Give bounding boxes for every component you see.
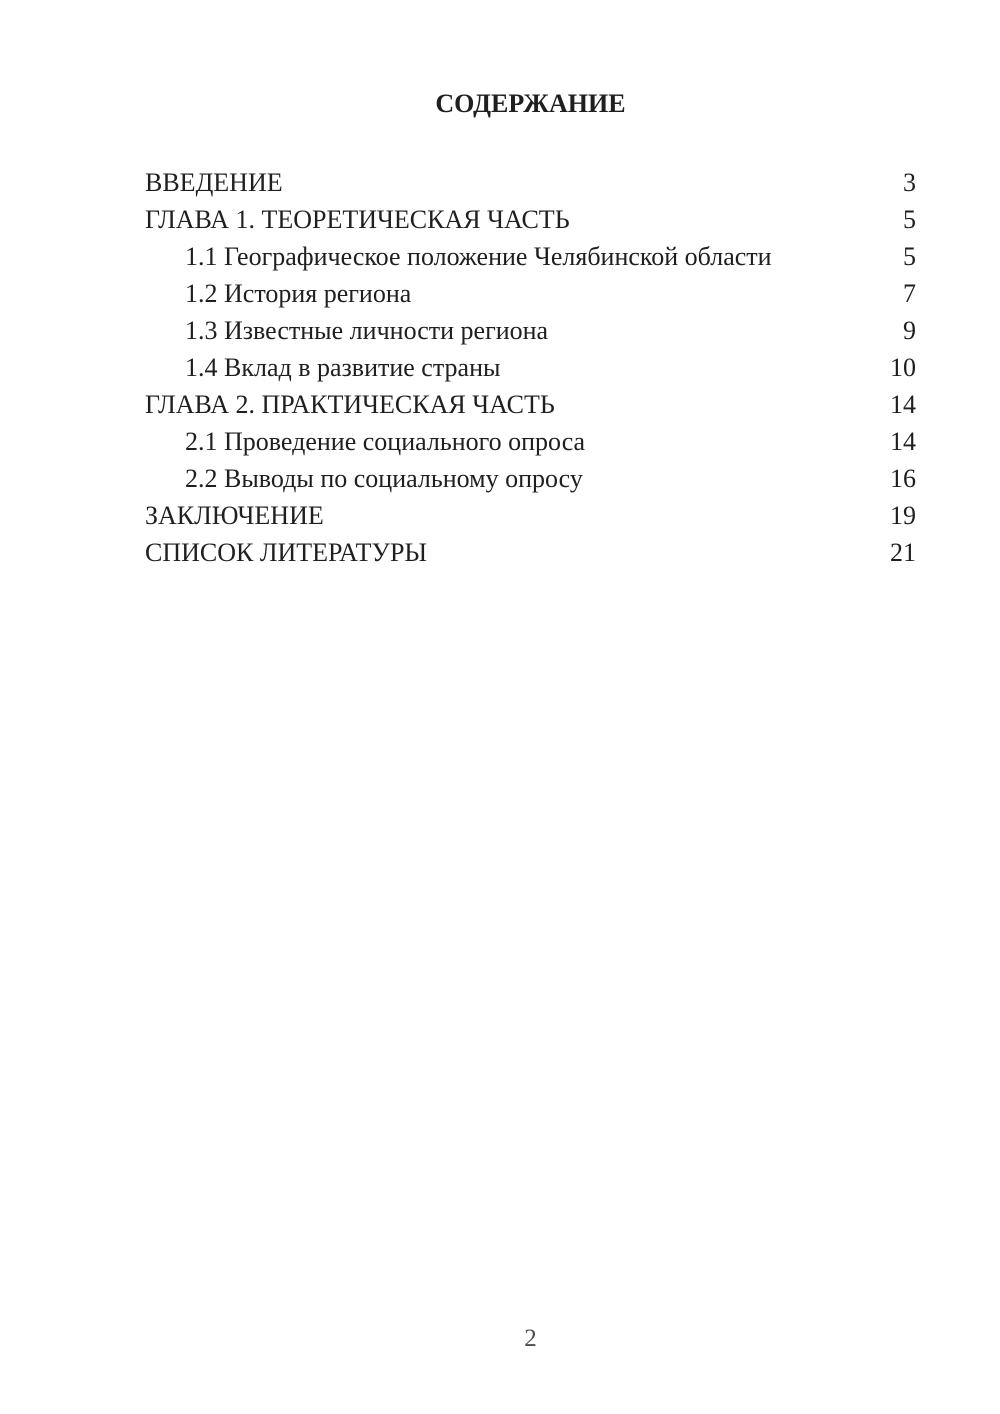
toc-entry-label: СПИСОК ЛИТЕРАТУРЫ	[145, 538, 428, 567]
toc-entry-label: 1.1 Географическое положение Челябинской области	[185, 242, 772, 271]
toc-row	[145, 275, 916, 312]
toc-row	[145, 460, 916, 497]
toc-row	[145, 386, 916, 423]
toc-entry-page: 14	[890, 427, 916, 456]
footer-page-number: 2	[524, 1325, 537, 1352]
toc-entry-label: 1.2 История региона	[185, 279, 412, 308]
toc-row	[145, 534, 916, 571]
toc-entry-page: 21	[890, 538, 916, 567]
toc-row	[145, 349, 916, 386]
toc-entry-page: 9	[903, 316, 916, 345]
toc-entry-label: 2.2 Выводы по социальному опросу	[185, 464, 583, 493]
toc-entry-label: ВВЕДЕНИЕ	[145, 168, 283, 197]
toc-entry-label: ЗАКЛЮЧЕНИЕ	[145, 501, 324, 530]
toc-row	[145, 164, 916, 201]
toc-row	[145, 238, 916, 275]
toc-entry-page: 5	[903, 205, 916, 234]
toc-entry-page: 5	[903, 242, 916, 271]
toc-entry-page: 19	[890, 501, 916, 530]
toc-entry-label: 1.4 Вклад в развитие страны	[185, 353, 501, 382]
toc-entry-page: 16	[890, 464, 916, 493]
toc-row	[145, 497, 916, 534]
toc-entry-page: 3	[903, 168, 916, 197]
toc-entry-page: 7	[903, 279, 916, 308]
toc-entry-label: ГЛАВА 2. ПРАКТИЧЕСКАЯ ЧАСТЬ	[145, 390, 555, 419]
toc-row	[145, 201, 916, 238]
toc-entry-label: ГЛАВА 1. ТЕОРЕТИЧЕСКАЯ ЧАСТЬ	[145, 205, 570, 234]
toc-entry-label: 2.1 Проведение социального опроса	[185, 427, 586, 456]
toc-entry-label: 1.3 Известные личности региона	[185, 316, 549, 345]
toc-row	[145, 423, 916, 460]
toc-entry-page: 14	[890, 390, 916, 419]
toc-entry-page: 10	[890, 353, 916, 382]
toc-row	[145, 312, 916, 349]
toc-title: СОДЕРЖАНИЕ	[435, 89, 626, 118]
toc-list	[145, 164, 916, 571]
